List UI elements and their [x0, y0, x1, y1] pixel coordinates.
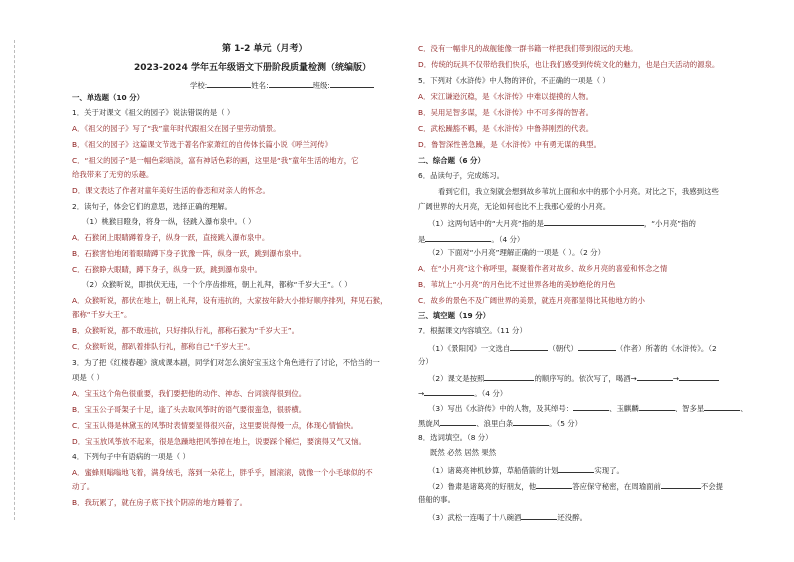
answer-blank[interactable] — [510, 342, 548, 351]
q7s2-text: → — [672, 374, 679, 383]
q8s2-text: （2）鲁肃是诸葛亮的好朋友，他 — [428, 482, 537, 491]
passage-line: 广阔世界的大月亮，无论如何也比不上我那心爱的小月亮。 — [418, 202, 611, 211]
sub-question — [428, 402, 748, 414]
option: B．吴用足智多谋，是《水浒传》中不可多得的智者。 — [418, 108, 594, 117]
answer-blank[interactable] — [521, 511, 557, 520]
section-title: 一、单选题（10 分） — [72, 93, 144, 102]
binding-line — [14, 40, 16, 520]
q7s3-text: 、智多星 — [674, 404, 705, 413]
q7s2-text: 。（4 分） — [474, 389, 508, 398]
option: B．苇坑上“小月亮”的月色比不过世界各地的美妙绝伦的月色 — [418, 280, 616, 289]
q7s2-text: → — [418, 389, 425, 398]
q7s1-text: （作者）所著的《水浒传》。（2 — [615, 344, 717, 353]
sub-question — [428, 217, 696, 229]
sub-question-cont: 分） — [418, 357, 433, 366]
question-4: 4．下列句子中有语病的一项是（ ） — [72, 452, 190, 461]
name-label: 姓名: — [251, 81, 269, 90]
option: B．宝玉公子哥架子十足，逢了头去取风筝时的语气要很蛮急，很骄横。 — [72, 405, 307, 414]
sub-question: （2）众猴听说，即拱伏无违，一个个序齿排班，朝上礼拜，都称“千岁大王”。（ ） — [82, 280, 352, 289]
option: D．鲁智深性善急躁，是《水浒传》中有勇无谋的典型。 — [418, 140, 602, 149]
sub-question — [428, 511, 587, 523]
q8s3-text: 还没醉。 — [557, 513, 587, 522]
option: D．传统的玩具不仅带给我们快乐，也让我们感受到传统文化的魅力，也是白天活动的源泉。 — [418, 60, 720, 69]
option: B．众猴听说，都不敢违抗，只好排队行礼，都称石猴为“千岁大王”。 — [72, 326, 300, 335]
q6s1-text: 。（4 分） — [491, 235, 525, 244]
option: C．武松躁豁不羁，是《水浒传》中鲁莽刚烈的代表。 — [418, 124, 594, 133]
option-cont: 给我带来了无穷的乐趣。 — [72, 170, 154, 179]
sub-question — [428, 372, 719, 384]
answer-blank[interactable] — [704, 402, 740, 411]
answer-blank[interactable] — [639, 402, 675, 411]
q7s3-text: （3）写出《水浒传》中的人物，及其绰号： — [428, 404, 574, 413]
q8s2-text: 答应保守秘密，在周瑜面前 — [572, 482, 661, 491]
sub-question — [428, 342, 717, 354]
answer-blank[interactable] — [513, 417, 549, 426]
sub-question-cont — [418, 417, 582, 429]
option-cont: 都称“千岁大王”。 — [72, 310, 132, 319]
question-3: 3．为了把《红楼春趣》演成课本剧，同学们对怎么演好宝玉这个角色进行了讨论，不恰当的一 — [72, 358, 380, 367]
name-field[interactable] — [269, 79, 313, 88]
class-field[interactable] — [330, 79, 374, 88]
q6s1-text: （1）这两句话中的“大月亮”指的是 — [428, 219, 544, 228]
option: B．石猴害怕地闭着眼睛蹲下身子犹豫一阵，纵身一跃，跳到瀑布泉中。 — [72, 249, 307, 258]
student-info — [190, 79, 374, 91]
question-2: 2．读句子，体会它们的意思，选择正确的理解。 — [72, 202, 232, 211]
answer-blank[interactable] — [573, 402, 609, 411]
sub-question: （2）下面对“小月亮”理解正确的一项是（ ）。（2 分） — [428, 248, 605, 257]
exam-subtitle: 2023-2024 学年五年级语文下册阶段质量检测（统编版） — [134, 63, 371, 73]
answer-blank[interactable] — [536, 480, 572, 489]
question-7: 7．根据课文内容填空。（11 分） — [418, 326, 527, 335]
exam-title: 第 1-2 单元（月考） — [222, 44, 308, 54]
class-label: 班级: — [312, 81, 330, 90]
q7s1-text: （朝代） — [548, 344, 578, 353]
answer-blank[interactable] — [440, 417, 476, 426]
option: B．《祖父的园子》这篇课文节选于著名作家萧红的自传体长篇小说《呼兰河传》 — [72, 140, 333, 149]
q8s3-text: （3）武松一连喝了十八碗酒 — [428, 513, 522, 522]
question-6: 6．品读句子，完成练习。 — [418, 171, 505, 180]
option: A．石猴闭上眼睛蹲着身子，纵身一跃，直接跳入瀑布泉中。 — [72, 233, 270, 242]
q8s2-text: 不会提 — [700, 482, 724, 491]
option: A．在“小月亮”这个称呼里，凝聚着作者对故乡、故乡月亮的喜爱和怀念之情 — [418, 264, 668, 273]
q7s3-text: 、浪里白条 — [476, 419, 514, 428]
q8s1-text: （1）诸葛亮神机妙算，草船借箭的计划 — [428, 466, 559, 475]
q7s1-text: （1）《景阳冈》一文选自 — [428, 344, 511, 353]
option: C．故乡的景色不及广阔世界的美景，就连月亮都显得比其他地方的小 — [418, 296, 645, 305]
option: D．课文表达了作者对童年美好生活的眷恋和对亲人的怀念。 — [72, 186, 270, 195]
q6s1-text: ，“小月亮”指的 — [643, 219, 696, 228]
option: C．宝玉认得是林黛玉的风筝时表情要显得很兴奋，这里要说得慢一点，体现心情愉快。 — [72, 421, 359, 430]
option-cont: 动了。 — [72, 482, 95, 491]
answer-blank[interactable] — [578, 342, 616, 351]
q7s3-text: 、 — [740, 404, 748, 413]
option: A．宋江谦逊沉稳，是《水浒传》中难以提摸的人物。 — [418, 92, 594, 101]
answer-blank[interactable] — [424, 387, 474, 396]
answer-blank[interactable] — [425, 233, 491, 242]
q7s3-text: 、玉麒麟 — [609, 404, 639, 413]
q7s3-text: 。（5 分） — [549, 419, 583, 428]
q6s1-text: 是 — [418, 235, 426, 244]
answer-blank[interactable] — [544, 217, 644, 226]
question-8: 8．选词填空。（8 分） — [418, 433, 493, 442]
section-title: 二、综合题（6 分） — [418, 156, 485, 165]
option: C．众猴听说，都趴着排队行礼，都称自己“千岁大王”。 — [72, 342, 255, 351]
answer-blank[interactable] — [558, 464, 594, 473]
answer-blank[interactable] — [661, 480, 701, 489]
school-label: 学校: — [190, 81, 208, 90]
option: B．我玩累了，就在房子底下找个阴凉的地方睡着了。 — [72, 498, 248, 507]
sub-question — [428, 480, 723, 492]
option: D．宝玉放风筝放不起来，很是急躁地把风筝掉在地上，说要踩个稀烂，要演得又气又恼。 — [72, 437, 366, 446]
school-field[interactable] — [207, 79, 251, 88]
question-5: 5．下列对《水浒传》中人物的评价，不正确的一项是（ ） — [418, 76, 610, 85]
word-bank: 既然 必然 居然 果然 — [430, 448, 497, 457]
option: A．众猴听说，都伏在地上，朝上礼拜，设有违抗的，大家按年龄大小排好顺序排列，拜见石猴， — [72, 296, 388, 305]
option: A．蜜蜂则嗡嗡地飞着，满身绒毛，落到一朵花上，胖乎乎，圆滚滚，就像一个小毛球似的不 — [72, 468, 373, 477]
q7s2-text: 的顺序写的。依次写了，喝酒→ — [534, 374, 637, 383]
sub-question — [428, 464, 624, 476]
answer-blank[interactable] — [679, 372, 719, 381]
answer-blank[interactable] — [637, 372, 673, 381]
q8s1-text: 实现了。 — [594, 466, 624, 475]
q7s3-text: 黑旋风 — [418, 419, 441, 428]
sub-question-cont — [418, 387, 507, 399]
question-3-cont: 项是（ ） — [72, 373, 104, 382]
option: C．没有一幅非凡的战舰能像一群书籍一样把我们带到很远的天地。 — [418, 44, 638, 53]
option: C．“祖父的园子”是一幅色彩暗淡，富有神话色彩的画，这里是“我”童年生活的地方，它 — [72, 156, 359, 165]
sub-question: （1）桃猴目瞪身，将身一纵，径跳入瀑布泉中。（ ） — [82, 217, 256, 226]
option: C．石猴睁大眼睛，蹲下身子，纵身一跃，跳到瀑布泉中。 — [72, 265, 262, 274]
sub-question-cont — [418, 233, 524, 245]
answer-blank[interactable] — [484, 372, 534, 381]
option: A．《祖父的园子》写了“我”童年时代跟祖父在园子里劳动情景。 — [72, 124, 281, 133]
q7s2-text: （2）课文是按照 — [428, 374, 485, 383]
option: A．宝玉这个角色很重要，我们要把他的动作、神态、台词演得很到位。 — [72, 389, 307, 398]
sub-question-cont: 借船的事。 — [418, 495, 455, 504]
section-title: 三、填空题（19 分） — [418, 311, 490, 320]
question-1: 1．关于对课文《祖父的园子》说法错误的是（ ） — [72, 108, 235, 117]
passage-line: 看到它们，我立刻就会想到故乡苇坑上面和水中的那个小月亮。对比之下，我感到这些 — [438, 187, 719, 196]
